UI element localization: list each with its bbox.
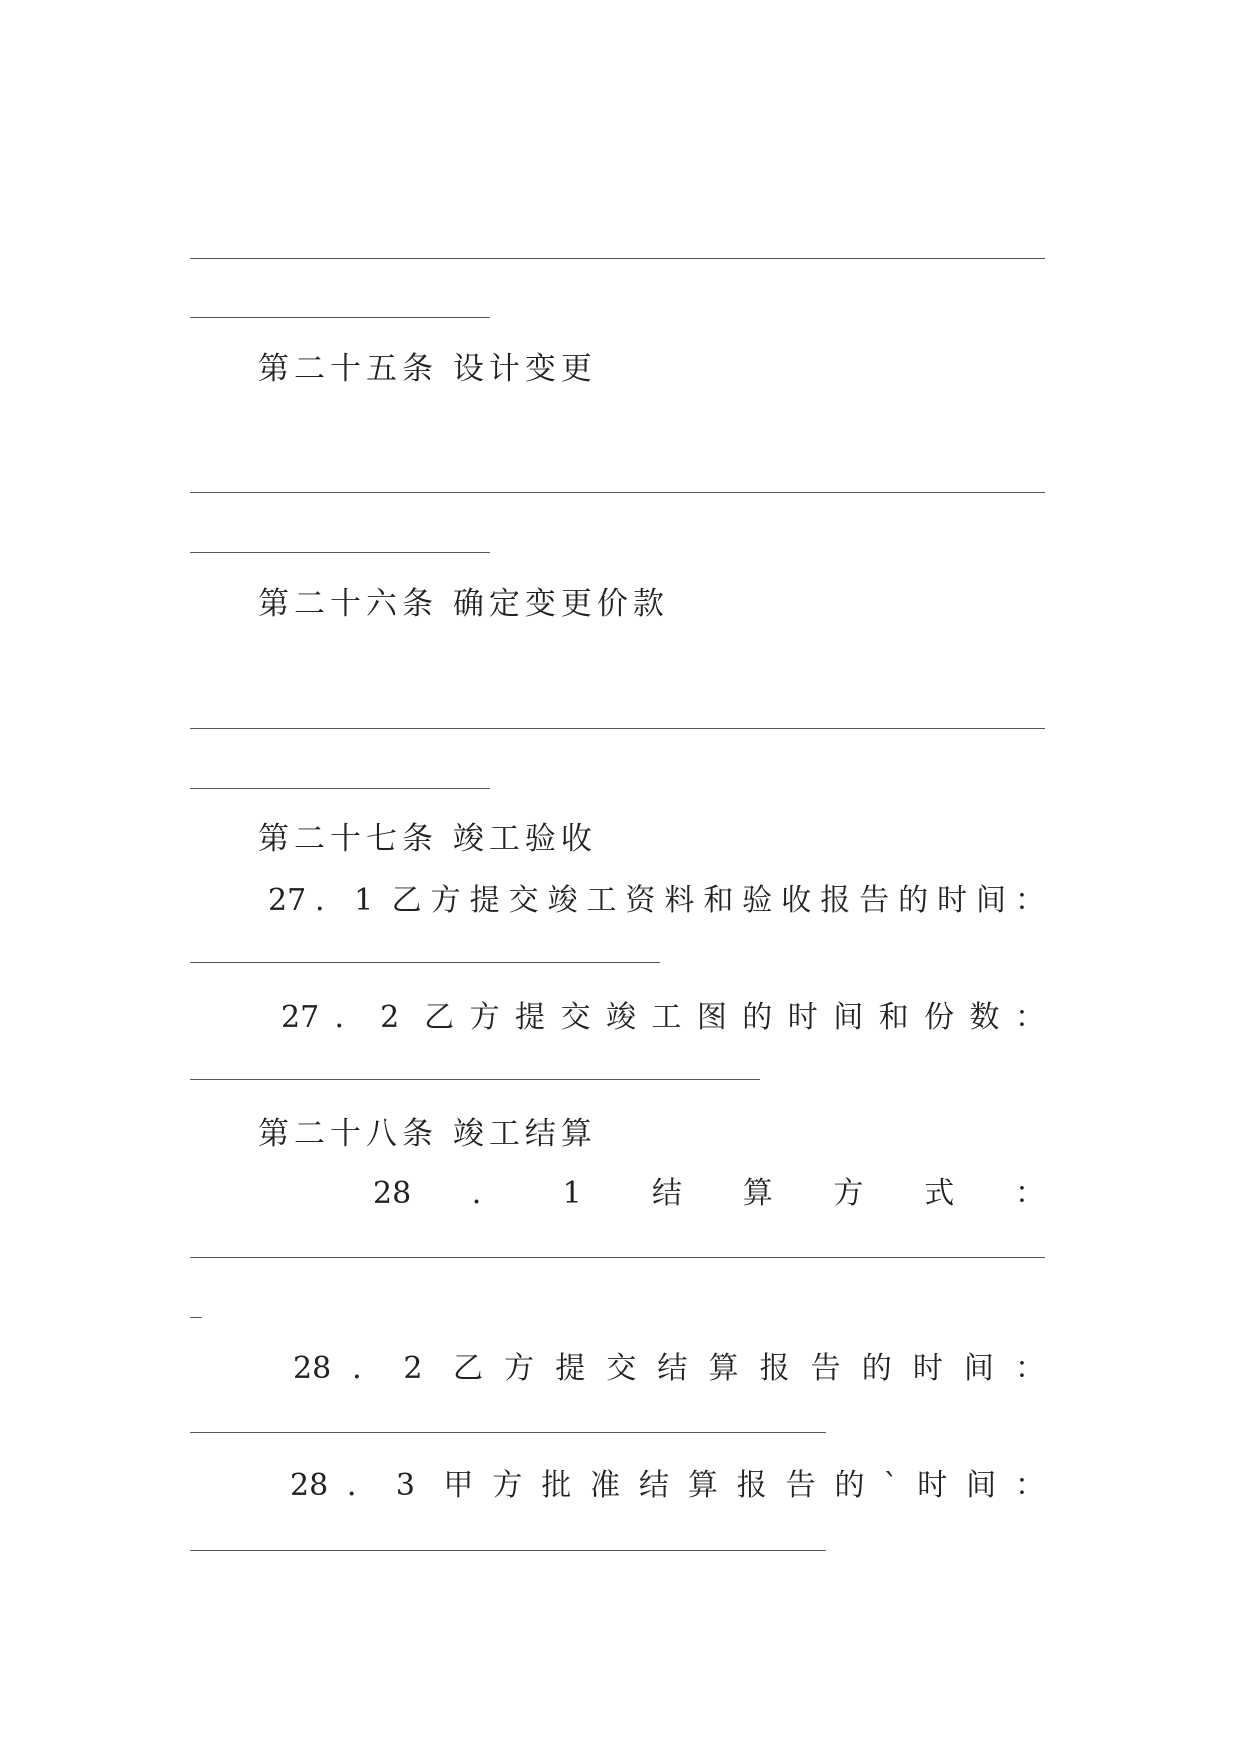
article-28-heading: 第二十八条 竣工结算 [258, 1116, 597, 1152]
blank-line [190, 728, 1045, 729]
blank-line [190, 788, 490, 789]
blank-line [190, 492, 1045, 493]
blank-line [190, 317, 490, 318]
blank-line [190, 258, 1045, 259]
article-27-heading: 第二十七条 竣工验收 [258, 821, 597, 857]
blank-line [190, 1079, 760, 1080]
article-28-item-1: 28．1 结算方式： [373, 1176, 1045, 1211]
blank-line [190, 962, 660, 963]
blank-line [190, 1550, 826, 1551]
article-26-heading: 第二十六条 确定变更价款 [258, 586, 669, 622]
article-27-item-2: 27．2 乙方提交竣工图的时间和份数： [281, 1000, 1045, 1035]
blank-line [190, 1257, 1045, 1258]
article-28-item-3: 28．3 甲方批准结算报告的`时间： [290, 1468, 1045, 1503]
article-27-item-1: 27．1 乙方提交竣工资料和验收报告的时间： [268, 883, 1045, 918]
blank-line [190, 1317, 202, 1318]
blank-line [190, 1432, 826, 1433]
article-25-heading: 第二十五条 设计变更 [258, 351, 597, 387]
blank-line [190, 552, 490, 553]
article-28-item-2: 28．2 乙方提交结算报告的时间： [293, 1351, 1045, 1386]
